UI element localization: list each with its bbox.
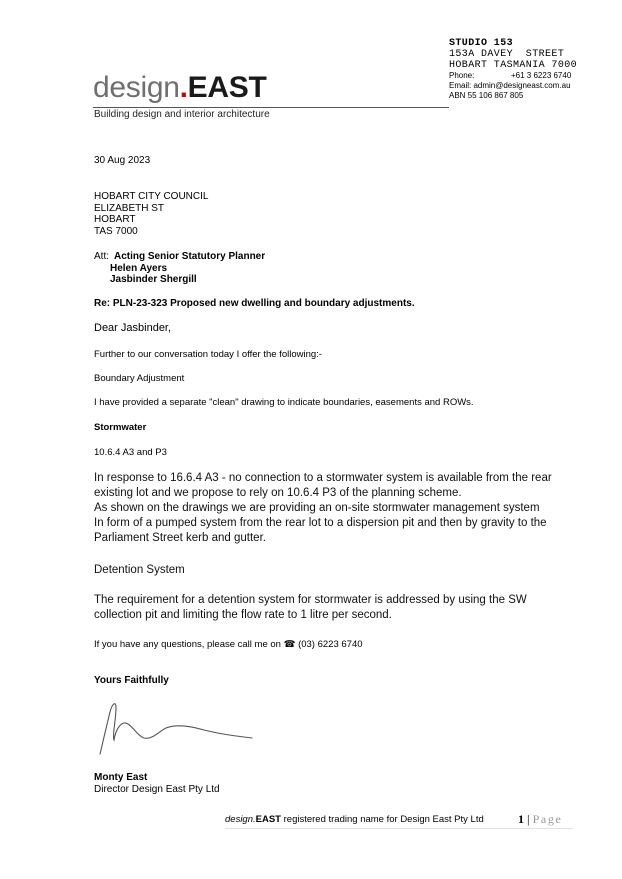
studio-address-block bbox=[449, 38, 617, 101]
signer-name: Monty East bbox=[94, 772, 148, 783]
footer-text: registered trading name for Design East Pty Ltd bbox=[280, 814, 484, 825]
stormwater-reference: 10.6.4 A3 and P3 bbox=[94, 447, 167, 458]
paragraph-line: In form of a pumped system from the rear lot to a dispersion pit and then by gravity to the bbox=[94, 517, 547, 529]
paragraph-line: existing lot and we propose to rely on 10.6.4 P3 of the planning scheme. bbox=[94, 487, 462, 499]
signer-title: Director Design East Pty Ltd bbox=[94, 784, 220, 795]
studio-name: STUDIO 153 bbox=[449, 38, 514, 49]
address-line: TAS 7000 bbox=[94, 225, 138, 237]
footer-brand-light: design. bbox=[225, 814, 256, 825]
address-line: HOBART bbox=[94, 214, 136, 225]
phone-icon: ☎ bbox=[283, 639, 296, 650]
attention-block bbox=[94, 251, 265, 286]
paragraph-line: As shown on the drawings we are providing an on-site stormwater management system bbox=[94, 502, 540, 514]
questions-text: If you have any questions, please call me on bbox=[94, 639, 281, 650]
paragraph-line: The requirement for a detention system for stormwater is addressed by using the SW bbox=[94, 594, 527, 606]
questions-phone: (03) 6223 6740 bbox=[298, 639, 363, 650]
studio-email: Email: admin@designeast.com.au bbox=[449, 81, 571, 90]
company-tagline: Building design and interior architecture bbox=[94, 109, 270, 120]
stormwater-heading: Stormwater bbox=[94, 422, 147, 433]
header-divider bbox=[93, 107, 449, 108]
paragraph-line: Parliament Street kerb and gutter. bbox=[94, 532, 266, 544]
stormwater-paragraph bbox=[94, 471, 552, 546]
att-label: Att: bbox=[94, 251, 110, 262]
paragraph-line: collection pit and limiting the flow rate to 1 litre per second. bbox=[94, 609, 392, 621]
studio-phone-row bbox=[449, 71, 617, 81]
studio-phone-label: Phone: bbox=[449, 71, 475, 80]
att-line: Acting Senior Statutory Planner bbox=[114, 251, 266, 262]
att-line: Helen Ayers bbox=[110, 262, 168, 274]
handwritten-signature bbox=[94, 698, 264, 758]
detention-heading: Detention System bbox=[94, 564, 185, 576]
company-logo: design.EAST bbox=[93, 71, 267, 104]
letter-subject: Re: PLN-23-323 Proposed new dwelling and boundary adjustments. bbox=[94, 298, 415, 309]
att-line: Jasbinder Shergill bbox=[110, 274, 197, 285]
letter-date: 30 Aug 2023 bbox=[94, 155, 151, 166]
footer-divider bbox=[225, 828, 573, 829]
page-number: 1 | Page bbox=[518, 812, 563, 826]
boundary-heading: Boundary Adjustment bbox=[94, 373, 185, 384]
studio-abn: ABN 55 106 867 805 bbox=[449, 91, 524, 100]
boundary-paragraph: I have provided a separate "clean" drawing to indicate boundaries, easements and ROWs. bbox=[94, 397, 474, 408]
studio-phone: +61 3 6223 6740 bbox=[511, 71, 572, 80]
address-line: ELIZABETH ST bbox=[94, 202, 165, 214]
studio-street: 153A DAVEY STREET bbox=[449, 49, 565, 60]
salutation: Dear Jasbinder, bbox=[94, 322, 172, 334]
detention-paragraph bbox=[94, 593, 527, 623]
questions-line bbox=[94, 639, 363, 651]
footer-brand-bold: EAST bbox=[255, 814, 281, 825]
paragraph-line: In response to 16.6.4 A3 - no connection to a stormwater system is available from the rear bbox=[94, 472, 552, 484]
intro-paragraph: Further to our conversation today I offer the following:- bbox=[94, 349, 322, 360]
studio-city: HOBART TASMANIA 7000 bbox=[449, 60, 578, 71]
page-footer bbox=[225, 814, 484, 825]
recipient-address bbox=[94, 191, 208, 237]
closing: Yours Faithfully bbox=[94, 675, 169, 686]
address-line: HOBART CITY COUNCIL bbox=[94, 191, 209, 202]
